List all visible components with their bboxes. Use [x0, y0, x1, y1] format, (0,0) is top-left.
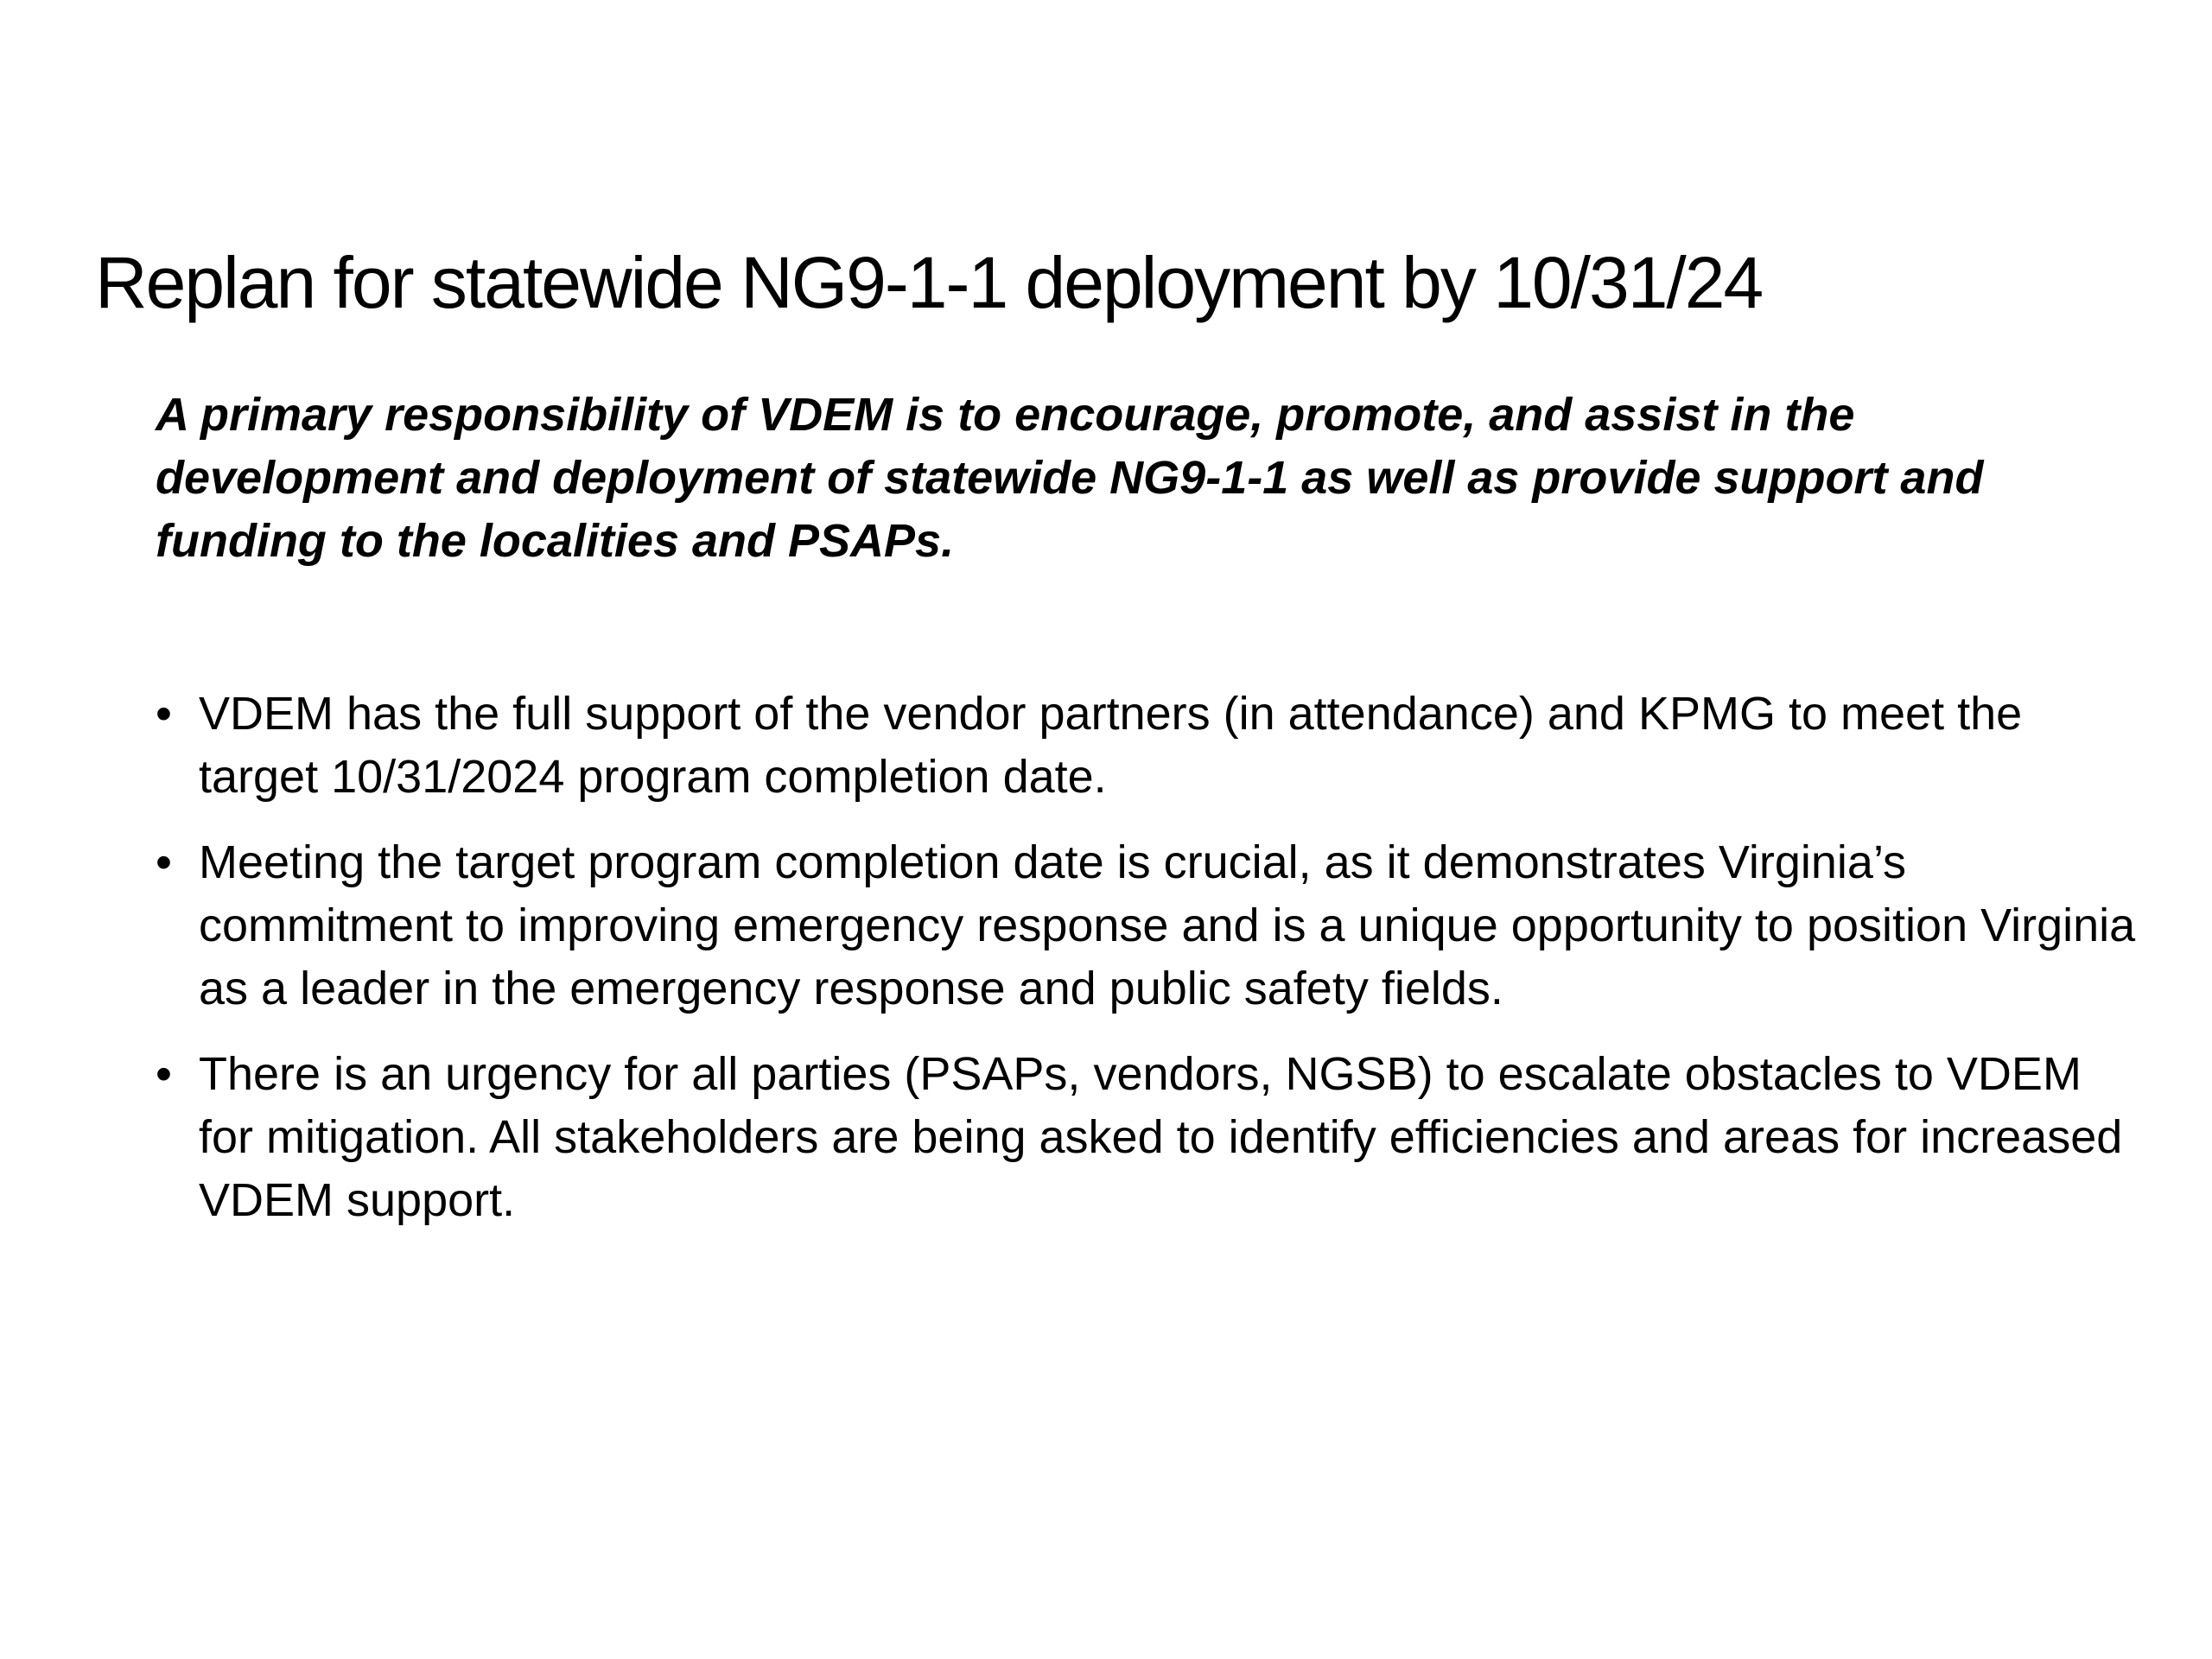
bullet-marker: •	[156, 1048, 172, 1100]
bullet-item	[156, 1043, 2143, 1232]
bullet-item	[156, 831, 2143, 1020]
bullet-text: Meeting the target program completion date is crucial, as it demonstrates Virginia’s commitment to improving emergency response and is a unique opportunity to position Virginia as a leader in the emergency response and public safety fields.	[199, 836, 2136, 1014]
bullet-text: There is an urgency for all parties (PSAPs, vendors, NGSB) to escalate obstacles to VDEM for mitigation. All stakeholders are being asked to identify efficiencies and areas for increased VDEM support.	[199, 1048, 2123, 1226]
slide-title: Replan for statewide NG9-1-1 deployment by 10/31/24	[95, 242, 1763, 323]
bullet-text: VDEM has the full support of the vendor partners (in attendance) and KPMG to meet the target 10/31/2024 program completion date.	[199, 688, 2023, 803]
intro-statement: A primary responsibility of VDEM is to encourage, promote, and assist in the development and deployment of statewide NG9-1-1 as well as provide support and funding to the localities and PSAPs.	[156, 389, 1984, 567]
bullet-list	[156, 683, 2143, 1255]
bullet-item	[156, 683, 2143, 809]
bullet-marker: •	[156, 688, 172, 740]
bullet-marker: •	[156, 836, 172, 888]
